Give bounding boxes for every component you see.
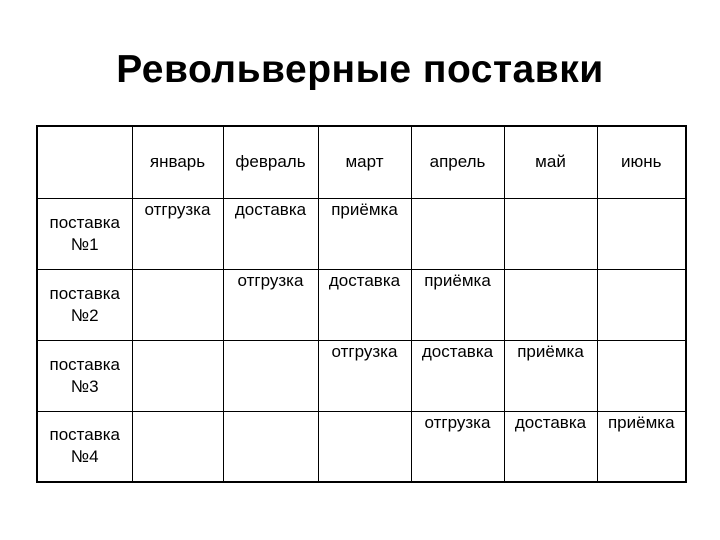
table-cell: [411, 198, 504, 269]
table-cell: [223, 411, 318, 482]
header-row: [37, 126, 686, 198]
table-cell: приёмка: [597, 411, 686, 482]
month-header-june: июнь: [597, 126, 686, 198]
month-header-may: май: [504, 126, 597, 198]
row-label-delivery-4: [37, 411, 132, 482]
table-cell: [132, 269, 223, 340]
table-cell: отгрузка: [223, 269, 318, 340]
table-cell: [597, 269, 686, 340]
schedule-table: [36, 125, 687, 483]
table-cell: [504, 269, 597, 340]
table-row-delivery-4: [37, 411, 686, 482]
table-cell: [504, 198, 597, 269]
month-header-february: февраль: [223, 126, 318, 198]
table-cell: доставка: [318, 269, 411, 340]
month-header-march: март: [318, 126, 411, 198]
table-cell: приёмка: [318, 198, 411, 269]
table-cell: отгрузка: [318, 340, 411, 411]
row-label-delivery-3: [37, 340, 132, 411]
table-cell: [132, 340, 223, 411]
row-label-line2: №4: [70, 447, 99, 467]
table-row-delivery-2: [37, 269, 686, 340]
table-cell: отгрузка: [411, 411, 504, 482]
page-title: Револьверные поставки: [116, 48, 604, 91]
row-label-line1: поставка: [49, 283, 120, 303]
table-cell: [597, 340, 686, 411]
row-label-line1: поставка: [49, 354, 120, 374]
corner-cell: [37, 126, 132, 198]
table-cell: доставка: [411, 340, 504, 411]
row-label-line2: №1: [70, 234, 99, 254]
row-label-line2: №2: [70, 305, 99, 325]
row-label-line1: поставка: [49, 212, 120, 232]
table-cell: доставка: [223, 198, 318, 269]
month-header-april: апрель: [411, 126, 504, 198]
table-cell: доставка: [504, 411, 597, 482]
row-label-line2: №3: [70, 376, 99, 396]
table-row-delivery-1: [37, 198, 686, 269]
row-label-line1: поставка: [49, 425, 120, 445]
table-cell: отгрузка: [132, 198, 223, 269]
table-cell: [318, 411, 411, 482]
table-row-delivery-3: [37, 340, 686, 411]
row-label-delivery-2: [37, 269, 132, 340]
table-cell: приёмка: [411, 269, 504, 340]
table-cell: [597, 198, 686, 269]
table-cell: [132, 411, 223, 482]
table-cell: [223, 340, 318, 411]
month-header-january: январь: [132, 126, 223, 198]
schedule-table-container: [36, 125, 685, 482]
row-label-delivery-1: [37, 198, 132, 269]
table-cell: приёмка: [504, 340, 597, 411]
